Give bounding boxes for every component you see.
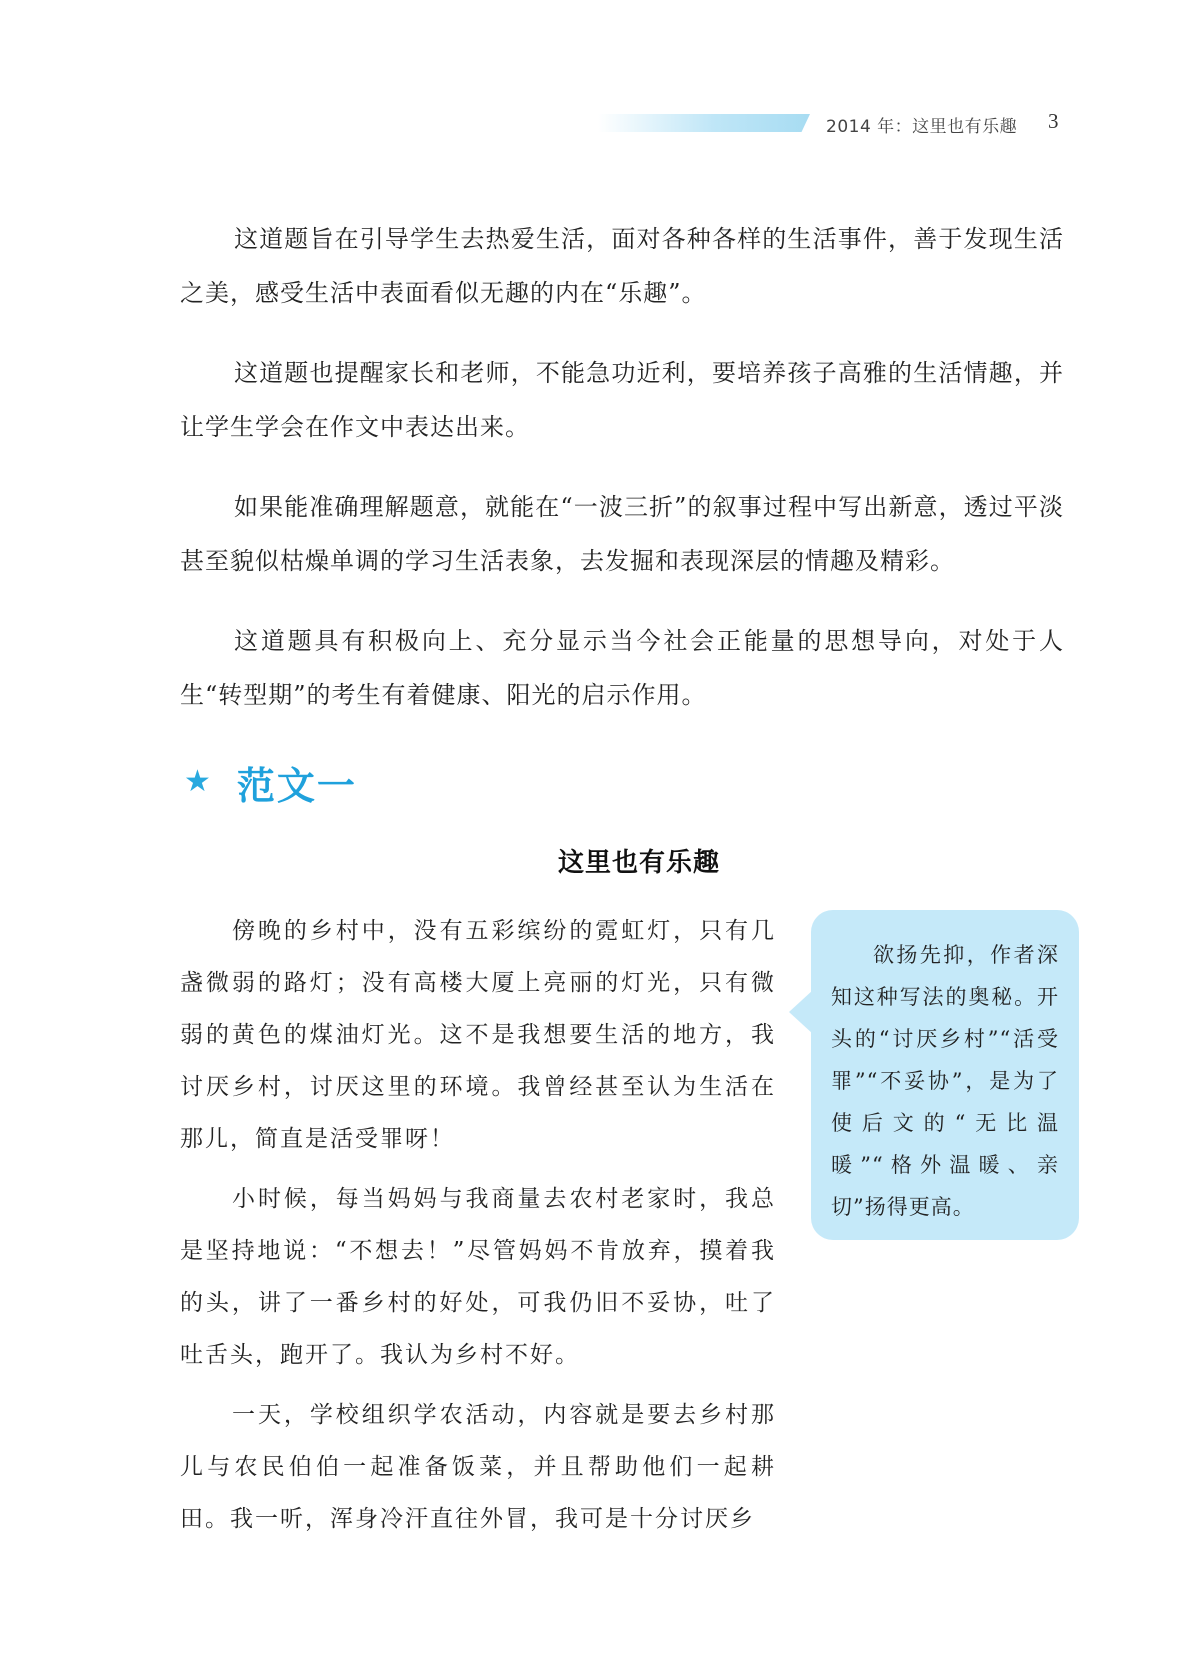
intro-paragraph: 这道题具有积极向上、充分显示当今社会正能量的思想导向，对处于人生“转型期”的考生有着健康、阳光的启示作用。 xyxy=(180,627,1064,709)
speech-bubble-tail xyxy=(789,990,813,1034)
header-decorative-band xyxy=(598,114,810,132)
essay-paragraph: 一天，学校组织学农活动，内容就是要去乡村那儿与农民伯伯一起准备饭菜，并且帮助他们一起耕田。我一听，浑身冷汗直往外冒，我可是十分讨厌乡 xyxy=(180,1402,776,1532)
annotation-text: 欲扬先抑，作者深知这种写法的奥秘。开头的“讨厌乡村”“活受罪”“不妥协”，是为了使后文的“无比温暖”“格外温暖、亲切”扬得更高。 xyxy=(831,943,1059,1219)
section-heading xyxy=(184,755,357,809)
essay-paragraph: 小时候，每当妈妈与我商量去农村老家时，我总是坚持地说：“不想去！”尽管妈妈不肯放弃，摸着我的头，讲了一番乡村的好处，可我仍旧不妥协，吐了吐舌头，跑开了。我认为乡村不好。 xyxy=(180,1186,776,1368)
intro-paragraph: 这道题旨在引导学生去热爱生活，面对各种各样的生活事件，善于发现生活之美，感受生活中表面看似无趣的内在“乐趣”。 xyxy=(180,225,1064,307)
page-number: 3 xyxy=(1048,109,1059,133)
intro-paragraph: 如果能准确理解题意，就能在“一波三折”的叙事过程中写出新意，透过平淡甚至貌似枯燥单调的学习生活表象，去发掘和表现深层的情趣及精彩。 xyxy=(180,493,1064,575)
intro-paragraph: 这道题也提醒家长和老师，不能急功近利，要培养孩子高雅的生活情趣，并让学生学会在作文中表达出来。 xyxy=(180,359,1064,441)
essay-title: 这里也有乐趣 xyxy=(558,848,721,878)
star-icon: ★ xyxy=(184,764,211,799)
intro-section xyxy=(180,212,1064,748)
essay-paragraph: 傍晚的乡村中，没有五彩缤纷的霓虹灯，只有几盏微弱的路灯；没有高楼大厦上亮丽的灯光，只有微弱的黄色的煤油灯光。这不是我想要生活的地方，我讨厌乡村，讨厌这里的环境。我曾经甚至认为生活在那儿，简直是活受罪呀！ xyxy=(180,918,776,1152)
essay-body xyxy=(180,905,776,1553)
section-title: 范文一 xyxy=(236,763,357,808)
running-header-title: 2014 年：这里也有乐趣 xyxy=(826,117,1018,137)
annotation-bubble xyxy=(811,910,1079,1240)
